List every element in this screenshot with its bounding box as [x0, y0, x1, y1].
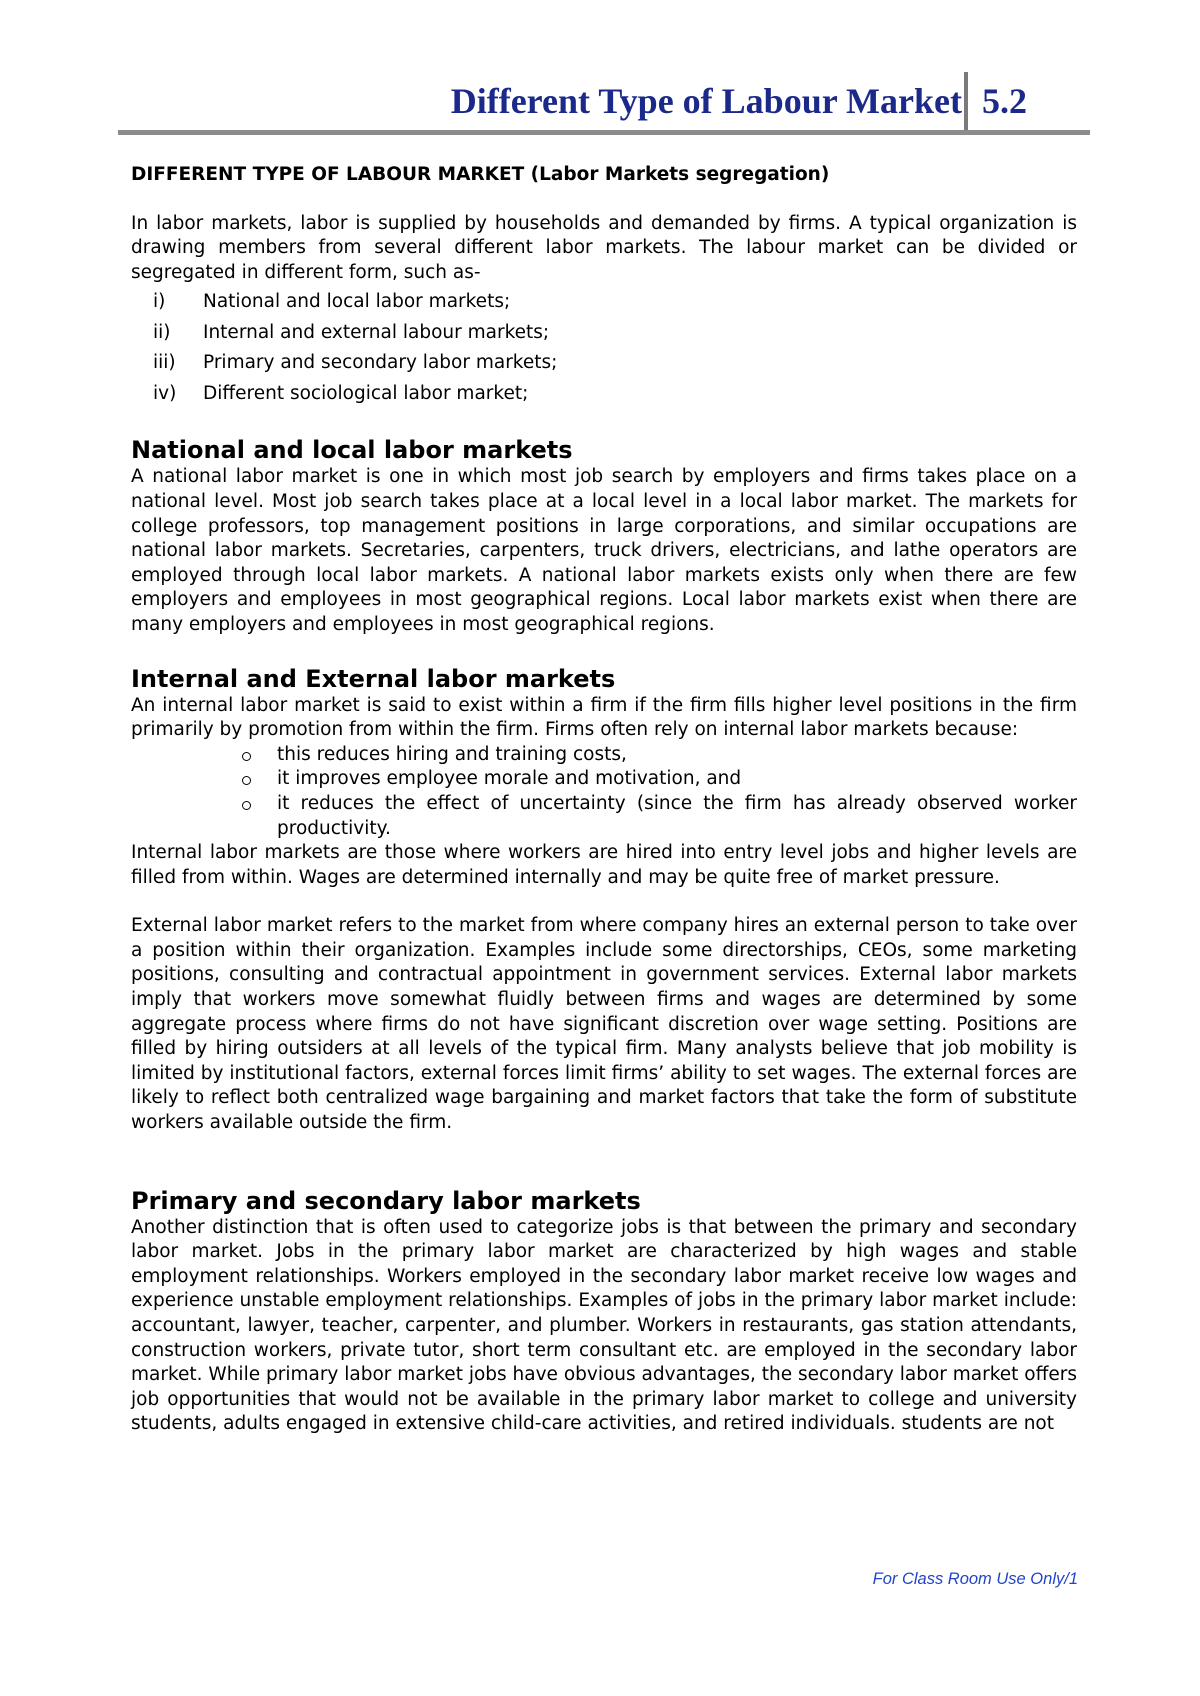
bullet-text: it reduces the effect of uncertainty (since the firm has already observed worker productivity. — [277, 792, 1077, 839]
circle-bullet-icon — [242, 801, 251, 810]
list-text: Internal and external labour markets; — [203, 321, 550, 343]
header-title: Different Type of Labour Market — [450, 81, 962, 121]
intro-heading: DIFFERENT TYPE OF LABOUR MARKET (Labor Markets segregation) — [131, 164, 830, 185]
header-rule — [118, 130, 1090, 135]
list-text: Different sociological labor market; — [203, 382, 529, 404]
external-paragraph: External labor market refers to the market from where company hires an external person to take over a position within their organization. Examples include some directorships, CEOs, some marketing positions, consulting and contractual appointment in government services. External labor markets imply that workers move somewhat fluidly between firms and wages are determined by some aggregate process where firms do not have significant discretion over wage setting. Positions are filled by hiring outsiders at all levels of the typical firm. Many analysts believe that job mobility is limited by institutional factors, external forces limit firms’ ability to set wages. The external forces are likely to reflect both centralized wage bargaining and market factors that take the form of substitute workers available outside the firm. — [131, 915, 1077, 1134]
header-separator — [964, 72, 968, 132]
list-item — [131, 318, 1077, 349]
national-paragraph: A national labor market is one in which most job search by employers and firms takes place on a national level. Most job search takes place at a local level in a local labor market. The markets for college professors, top management positions in large corporations, and similar occupations are national labor markets. Secretaries, carpenters, truck drivers, electricians, and lathe operators are employed through local labor markets. A national labor markets exists only when there are few employers and employees in most geographical regions. Local labor markets exist when there are many employers and employees in most geographical regions. — [131, 466, 1077, 635]
internal-paragraph-2: Internal labor markets are those where workers are hired into entry level jobs and higher levels are filled from within. Wages are determined internally and may be quite free of market pressure. — [131, 842, 1077, 888]
list-number: iv) — [153, 382, 177, 404]
section-number: 5.2 — [982, 81, 1027, 121]
list-item — [131, 287, 1077, 318]
page-footer: For Class Room Use Only/1 — [872, 1570, 1078, 1588]
section-heading-national: National and local labor markets — [131, 436, 573, 465]
intro-paragraph: In labor markets, labor is supplied by households and demanded by firms. A typical organization is drawing members from several different labor markets. The labour market can be divided or segregated in different form, such as- — [131, 212, 1077, 283]
list-text: Primary and secondary labor markets; — [203, 352, 558, 374]
list-number: ii) — [153, 321, 171, 343]
list-item — [131, 792, 1077, 841]
list-number: i) — [153, 291, 166, 313]
bullet-text: this reduces hiring and training costs, — [277, 743, 627, 765]
section-heading-internal: Internal and External labor markets — [131, 664, 616, 693]
internal-paragraph-1: An internal labor market is said to exist within a firm if the firm fills higher level positions in the firm primarily by promotion from within the firm. Firms often rely on internal labor markets because: — [131, 694, 1077, 741]
section-heading-primary: Primary and secondary labor markets — [131, 1186, 641, 1215]
bullet-text: it improves employee morale and motivation, and — [277, 768, 742, 790]
page-header — [118, 68, 1090, 138]
list-text: National and local labor markets; — [203, 291, 511, 313]
document-body — [131, 163, 1077, 1437]
segregation-list — [131, 287, 1077, 409]
list-item — [131, 379, 1077, 410]
circle-bullet-icon — [242, 752, 251, 761]
list-item — [131, 743, 1077, 768]
list-item — [131, 348, 1077, 379]
internal-reasons-list — [131, 743, 1077, 841]
primary-paragraph: Another distinction that is often used to categorize jobs is that between the primary and secondary labor market. Jobs in the primary labor market are characterized by high wages and stable employment relationships. Workers employed in the secondary labor market receive low wages and experience unstable employment relationships. Examples of jobs in the primary labor market include: accountant, lawyer, teacher, carpenter, and plumber. Workers in restaurants, gas station attendants, construction workers, private tutor, short term consultant etc. are employed in the secondary labor market. While primary labor market jobs have obvious advantages, the secondary labor market offers job opportunities that would not be available in the primary labor market to college and university students, adults engaged in extensive child-care activities, and retired individuals. students are not — [131, 1216, 1077, 1435]
circle-bullet-icon — [242, 776, 251, 785]
list-number: iii) — [153, 352, 176, 374]
list-item — [131, 767, 1077, 792]
